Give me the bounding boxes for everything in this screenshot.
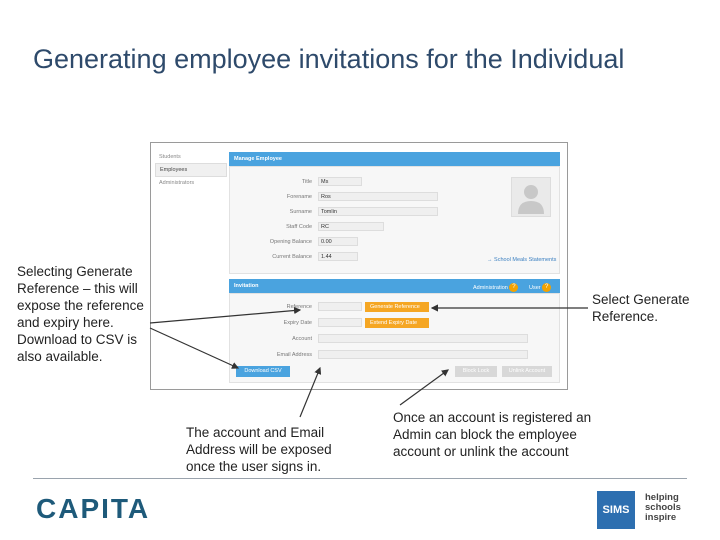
user-label: User [529, 285, 541, 291]
unlink-account-button[interactable]: Unlink Account [502, 366, 552, 377]
field-label: Reference [286, 304, 312, 310]
tagline: helping schools inspire [645, 492, 681, 523]
opening-balance-input[interactable]: 0.00 [318, 237, 358, 246]
arrow-to-block-unlink [400, 370, 448, 405]
callout-generate-reference-explainer: Selecting Generate Reference – this will expose the reference and expiry here. Download to CSV is also available. [17, 264, 144, 364]
extend-expiry-date-button[interactable]: Extend Expiry Date [365, 318, 429, 328]
sidebar-item-students[interactable]: Students [159, 154, 181, 160]
field-label: Surname [289, 209, 312, 215]
field-label: Staff Code [286, 224, 312, 230]
capita-logo: CAPITA [36, 493, 151, 524]
field-label: Expiry Date [283, 320, 312, 326]
manage-employee-header: Manage Employee [229, 152, 560, 166]
callout-account-email: The account and Email Address will be exposed once the user signs in. [186, 425, 332, 474]
arrow-to-reference [150, 310, 300, 323]
sidebar-item-employees[interactable]: Employees [155, 163, 227, 177]
callout-block-unlink: Once an account is registered an Admin can block the employee account or unlink the account [393, 410, 592, 459]
field-label: Title [301, 179, 312, 185]
download-csv-button[interactable]: Download CSV [236, 366, 290, 377]
field-label: Current Balance [272, 254, 312, 260]
arrow-to-account-fields [300, 368, 320, 417]
arrow-to-download-csv [150, 328, 238, 368]
help-icon[interactable]: ? [542, 283, 551, 292]
block-button[interactable]: Block Lock [455, 366, 497, 377]
field-label: Account [292, 336, 312, 342]
invitation-title: Invitation [234, 283, 259, 289]
administration-label: Administration [473, 285, 508, 291]
title-input[interactable]: Ms [318, 177, 362, 186]
generate-reference-button[interactable]: Generate Reference [365, 302, 429, 312]
help-icon[interactable]: ? [509, 283, 518, 292]
surname-input[interactable]: Tomlin [318, 207, 438, 216]
current-balance-input[interactable]: 1.44 [318, 252, 358, 261]
footer-divider [33, 478, 687, 479]
slide-title: Generating employee invitations for the Individual [33, 44, 625, 74]
staff-code-input[interactable]: RC [318, 222, 384, 231]
callout-select-generate-reference: Select Generate Reference. [592, 292, 690, 324]
field-label: Opening Balance [269, 239, 312, 245]
statements-link[interactable]: → School Meals Statements [487, 257, 557, 263]
sidebar-item-administrators[interactable]: Administrators [159, 180, 195, 186]
sims-logo: SIMS [597, 491, 635, 529]
field-label: Forename [286, 194, 312, 200]
forename-input[interactable]: Ros [318, 192, 438, 201]
field-label: Email Address [276, 352, 312, 358]
